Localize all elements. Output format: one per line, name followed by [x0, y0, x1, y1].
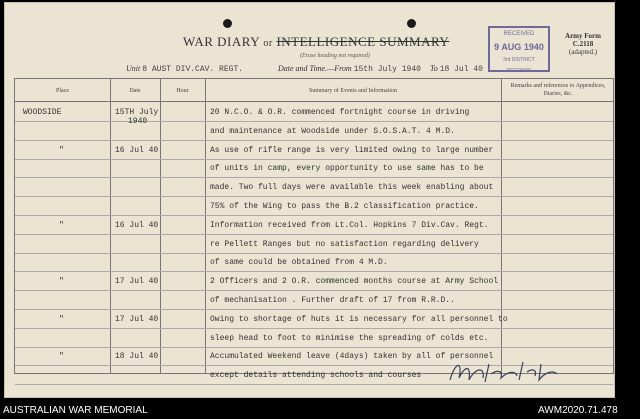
row-rule	[15, 253, 613, 254]
row-summary-text: Information received from Lt.Col. Hopkins 7 Div.Cav. Regt.	[210, 220, 489, 230]
row-summary-text: of mechanisation . Further draft of 17 from R.R.D..	[210, 296, 455, 305]
row-rule	[15, 159, 613, 160]
row-summary-text: 20 N.C.O. & O.R. commenced fortnight course in driving	[210, 108, 470, 117]
row-date: 15TH July	[115, 108, 159, 117]
row-rule	[15, 140, 613, 141]
row-rule	[15, 309, 613, 310]
row-date: 16 Jul 40	[115, 220, 159, 230]
row-summary-text: Owing to shortage of huts it is necessary for all personnel to	[210, 314, 508, 324]
punch-hole	[223, 19, 232, 28]
row-place: "	[59, 220, 64, 230]
row-summary-text: re Pellett Ranges but no satisfaction regarding delivery	[210, 239, 479, 249]
row-rule	[15, 196, 613, 197]
row-rule	[15, 328, 613, 329]
row-summary-text: As use of rifle range is very limited owing to large number	[210, 145, 494, 155]
row-place: "	[59, 352, 64, 362]
col-header-hour: Hour	[176, 88, 189, 94]
row-summary-text: made. Two full days were available this week enabling about	[210, 183, 494, 193]
row-place: "	[59, 314, 64, 324]
row-date: 17 Jul 40	[115, 277, 159, 287]
row-date: 16 Jul 40	[115, 145, 159, 155]
col-header-place: Place	[56, 88, 69, 94]
row-rule	[15, 271, 613, 272]
date-range-line: Date and Time.—From 15th July 1940	[278, 64, 421, 74]
row-summary-text: 75% of the Wing to pass the B.2 classification practice.	[210, 202, 479, 211]
footer-accession: AWM2020.71.478	[538, 405, 618, 416]
row-summary-text: of same could be obtained from 4 M.D.	[210, 258, 388, 268]
page-title: WAR DIARY or INTELLIGENCE SUMMARY	[183, 34, 450, 49]
unit-line: Unit 8 AUST DIV.CAV. REGT.	[126, 64, 244, 74]
row-rule	[15, 290, 613, 291]
to-date: To 18 Jul 40	[430, 64, 483, 74]
row-summary-text: of units in camp, every opportunity to use same has to be	[210, 164, 484, 174]
row-rule	[15, 121, 613, 122]
col-header-summary: Summary of Events and Information	[309, 88, 397, 94]
col-header-date: Date	[129, 88, 141, 94]
row-date-year: 1940	[128, 117, 148, 126]
row-place: "	[59, 277, 64, 287]
row-date: 17 Jul 40	[115, 314, 159, 324]
heading-note: (Erase heading not required)	[300, 53, 370, 59]
row-summary-text: sleep head to foot to minimise the spreading of colds etc.	[210, 333, 489, 343]
row-date: 18 Jul 40	[115, 352, 159, 362]
footer-institution: AUSTRALIAN WAR MEMORIAL	[3, 405, 148, 416]
row-rule	[15, 215, 613, 216]
punch-hole	[407, 19, 416, 28]
row-summary-text: and maintenance at Woodside under S.O.S.A.T. 4 M.D.	[210, 126, 455, 136]
row-summary-text: 2 Officers and 2 O.R. commenced months course at Army School	[210, 277, 499, 287]
received-stamp: RECEIVED 9 AUG 1940 3rd DISTRICT RECORDS	[488, 26, 550, 72]
diary-table	[14, 78, 614, 381]
col-header-remarks: Remarks and references to Appendices, Diaries, &c.	[510, 83, 606, 97]
row-summary-text: Accumulated Weekend leave (4days) taken by all of personnel	[210, 352, 494, 362]
handwritten-signature	[445, 352, 565, 387]
row-place: "	[59, 145, 64, 155]
row-rule	[15, 177, 613, 178]
row-rule	[15, 234, 613, 235]
row-place: WOODSIDE	[23, 108, 62, 117]
row-rule	[15, 347, 613, 348]
army-form-label: Army Form C.2118 (adapted.)	[565, 32, 601, 56]
row-summary-text: except details attending schools and courses	[210, 371, 422, 381]
